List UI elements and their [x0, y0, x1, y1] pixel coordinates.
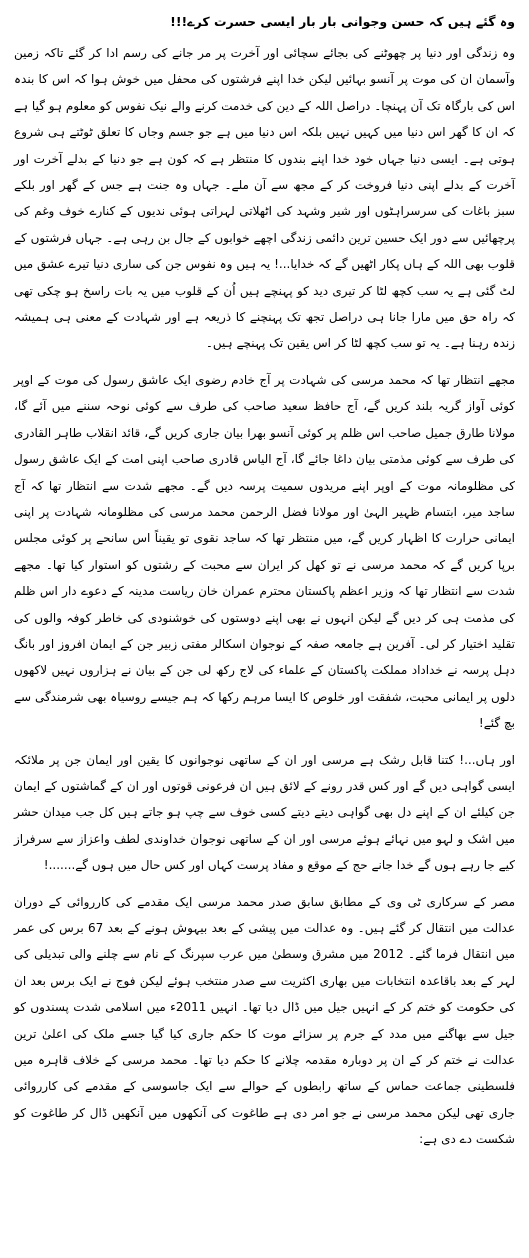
article-title: وہ گئے ہیں کہ حسن وجوانی بار بار ایسی حسرت کرے!!! — [170, 14, 515, 29]
article-paragraph-4: مصر کے سرکاری ٹی وی کے مطابق سابق صدر محمد مرسی ایک مقدمے کی کارروائی کے دوران عدالت میں انتقال کر گئے ہیں۔ وہ عدالت میں پیشی کے بعد بیہوش ہونے کے بعد 67 برس کی عمر میں انتقال فرما گئے۔ 2012 میں مشرق وسطیٰ میں عرب سپرنگ کے نام سے چلنے والی تبدیلی کی لہر کے بعد باقاعدہ انتخابات میں بھاری اکثریت سے صدر منتخب ہوئے لیکن فوج نے ایک برس بعد ان کی حکومت کو ختم کر کے انہیں جیل میں ڈال دیا تھا۔ انہیں 2011ء میں اسلامی شدت پسندوں کو جیل سے بھاگنے میں مدد کے جرم پر سزائے موت کا حکم جاری کیا گیا جسے ملک کی اعلیٰ ترین عدالت نے ختم کر کے ان پر دوبارہ مقدمہ چلانے کا حکم دیا تھا۔ محمد مرسی کے خلاف قاہرہ میں فلسطینی جماعت حماس کے ساتھ رابطوں کے حوالے سے ایک جاسوسی کے مقدمے کی کارروائی جاری تھی لیکن محمد مرسی نے جو امر دی ہے طاغوت کی آنکھوں میں آنکھیں ڈال کر طاغوت کو شکست دے دی ہے: — [14, 894, 515, 1147]
article-paragraph-1: وہ زندگی اور دنیا پر چھوٹنے کی بجائے سچائی اور آخرت پر مر جانے کی رسم ادا کر گئے تاکہ زمین وآسمان ان کی موت پر آنسو بہائیں لیکن خدا اپنے فرشتوں کی محفل میں خوش ہوا کہ اس کا بندہ اس کی بارگاہ تک آن پہنچا۔ دراصل اللہ کے دین کی خدمت کرنے والے نیک نفوس کو معلوم ہو گیا ہے کہ ان کا گھر اس دنیا میں کہیں نہیں بلکہ اس دنیا میں ہے جو جسم وجاں کا تعلق ٹوٹتے ہی شروع ہوتی ہے۔ ایسی دنیا جہاں خود خدا اپنے بندوں کا منتظر ہے کہ کون ہے جو دنیا کے بدلے آخرت اور آخرت کے بدلے اپنی دنیا فروخت کر کے مجھ سے آن ملے۔ جہاں وہ جنت ہے جس کے گھر اور بلکے سبز باغات کی سرسراہٹوں اور شیر وشہد کی اٹھلاتی لہراتی ہوئی ندیوں کے کنارے خوف وغم کی پرچھائیں سے دور ایک حسین ترین دائمی زندگی اچھے خوابوں کے جال بن رہی ہے۔ جہاں فرشتوں کے قلوب بھی اللہ کے ہاں پکار اٹھیں گے کہ خدایا...! یہ ہیں وہ نفوس جن کی ساری دنیا تیرے عشق میں لٹ گئی ہے یہ سب کچھ لٹا کر تیری دید کو پہنچے ہیں اُن کے قلوب میں یہ بات راسخ ہو چکی تھی کہ راہ حق میں مارا جانا ہی دراصل تجھ تک پہنچنے کا ذریعہ ہے اور شہادت کے معنی ہی ہمیشہ زندہ رہنا ہے۔ یہ تو سب کچھ لٹا کر اس یقین تک پہنچے ہیں۔ — [14, 46, 515, 351]
article-paragraph-3: اور ہاں...! کتنا قابل رشک ہے مرسی اور ان کے ساتھی نوجوانوں کا یقین اور ایمان جن پر ملائکہ ایسی گواہی دیں گے اور کس قدر رونے کے لائق ہیں ان فرعونی قوتوں اور ان کے گماشتوں کے ایمان جن کیلئے ان کے اپنے دل بھی گواہی دیتے دیتے کسی خوف سے چپ ہو جاتے ہیں کل جب میدان حشر میں اشک و لہو میں نہائے ہوئے مرسی اور ان کے ساتھی نوجوان خداوندی لطف واعزاز سے سرفراز کیے جا رہے ہوں گے خدا جانے حج کے موقع و مفاد پرست کہاں اور کس حال میں ہوں گے.......! — [14, 752, 515, 873]
article-paragraph-2: مجھے انتظار تھا کہ محمد مرسی کی شہادت پر آج خادم رضوی ایک عاشق رسول کی موت کے اوپر کوئی آواز گریہ بلند کریں گے، آج حافظ سعید صاحب کی طرف سے کوئی نوحہ سننے میں آئے گا، مولانا طارق جمیل صاحب اس ظلم پر کوئی آنسو بھرا بیان جاری کریں گے، قائد انقلاب طاہر القادری کی طرف سے کوئی مذمتی بیان داغا جائے گا، آج الیاس قادری صاحب اپنی امت کے ایک عاشق رسول کی مظلومانہ موت کے اوپر اپنے مریدوں سمیت پرسہ دیں گے۔ مجھے شدت سے انتظار تھا کہ آج ساجد میر، ابتسام ظہیر الہیٰ اور مولانا فضل الرحمن محمد مرسی کی مظلومانہ شہادت پر اپنی ایمانی حرارت کا اظہار کریں گے، میں منتظر تھا کہ ساجد نقوی تو یقیناً اس سانحے پر کوئی مجلس برپا کریں گے کہ محمد مرسی نے تو کھل کر ایران سے محبت کے رشتوں کو استوار کیا تھا۔ مجھے شدت سے انتظار تھا کہ وزیر اعظم پاکستان محترم عمران خان ریاست مدینہ کے دعوے دار اس ظلم کی مذمت ہی کر دیں گے لیکن انہوں نے بھی اپنے دوستوں کی خوشنودی کی خاطر کوفہ والوں کی تقلید اختیار کر لی۔ آفرین ہے جامعہ صفہ کے نوجوان اسکالر مفتی زبیر جن کے ایمان افروز اور بانگ دہل پرسہ نے خداداد مملکت پاکستان کے علماء کی لاج رکھ لی جن کے بیان نے ہزاروں نہیں لاکھوں دلوں پر ایمانی محبت، شفقت اور خلوص کا ایسا مرہم رکھا کہ ہم جیسے روسیاہ بھی شرمندگی سے بچ گئے! — [14, 372, 515, 731]
